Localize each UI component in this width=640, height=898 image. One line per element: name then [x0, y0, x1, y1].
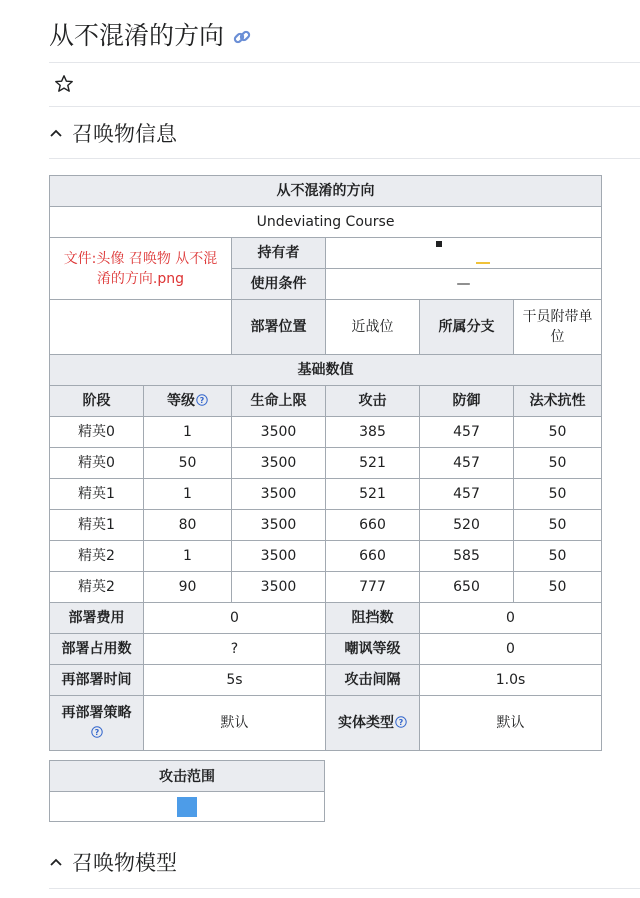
col-header-res: 法术抗性 [514, 386, 602, 417]
stat-cell: 精英1 [50, 510, 144, 541]
holder-value[interactable] [326, 238, 602, 269]
entity-label-text: 实体类型 [338, 715, 394, 731]
stat-cell: 1 [144, 479, 232, 510]
position-value: 近战位 [326, 300, 420, 355]
section-title-model: 召唤物模型 [72, 851, 177, 875]
stat-cell: 50 [514, 448, 602, 479]
position-label: 部署位置 [232, 300, 326, 355]
avatar-file-link[interactable]: 文件:头像 召唤物 从不混淆的方向.png [50, 238, 232, 300]
stat-cell: 1 [144, 417, 232, 448]
stat-cell: 457 [420, 479, 514, 510]
branch-label: 所属分支 [420, 300, 514, 355]
stat-cell: 精英2 [50, 541, 144, 572]
svg-text:?: ? [199, 396, 205, 405]
entity-value: 默认 [420, 696, 602, 751]
col-header-hp: 生命上限 [232, 386, 326, 417]
strategy-label-text: 再部署策略 [61, 705, 132, 721]
stat-cell: 3500 [232, 448, 326, 479]
stat-cell: 520 [420, 510, 514, 541]
stat-cell: 3500 [232, 510, 326, 541]
help-icon[interactable] [196, 394, 208, 406]
table-row [50, 572, 602, 603]
range-grid [50, 792, 325, 822]
block-value: 0 [420, 603, 602, 634]
section-heading-info[interactable] [49, 118, 177, 148]
page-title [49, 16, 252, 52]
stat-cell: 385 [326, 417, 420, 448]
taunt-label: 嘲讽等级 [326, 634, 420, 665]
range-heading: 攻击范围 [50, 761, 325, 792]
stat-cell: 457 [420, 448, 514, 479]
card-name-en: Undeviating Course [50, 207, 602, 238]
stat-cell: 50 [514, 572, 602, 603]
svg-text:?: ? [94, 728, 100, 737]
stat-cell: 50 [514, 541, 602, 572]
section-title-info: 召唤物信息 [72, 122, 177, 146]
condition-value: — [326, 269, 602, 300]
toolbar-divider [49, 106, 640, 107]
link-icon[interactable] [232, 24, 252, 44]
interval-value: 1.0s [420, 665, 602, 696]
block-label: 阻挡数 [326, 603, 420, 634]
stat-cell: 50 [514, 479, 602, 510]
section-divider [49, 158, 640, 159]
redeploy-label: 再部署时间 [50, 665, 144, 696]
deploy-cost-value: 0 [144, 603, 326, 634]
title-divider [49, 62, 640, 63]
table-row [50, 479, 602, 510]
slots-label: 部署占用数 [50, 634, 144, 665]
branch-value[interactable]: 干员附带单位 [514, 300, 602, 355]
stat-cell: 660 [326, 510, 420, 541]
stat-cell: 650 [420, 572, 514, 603]
interval-label: 攻击间隔 [326, 665, 420, 696]
chevron-up-icon [49, 126, 63, 140]
stats-heading: 基础数值 [50, 355, 602, 386]
table-row [50, 541, 602, 572]
table-row [50, 417, 602, 448]
range-tile [177, 797, 197, 817]
stat-cell: 3500 [232, 572, 326, 603]
stat-cell: 90 [144, 572, 232, 603]
card-name-cn: 从不混淆的方向 [50, 176, 602, 207]
stat-cell: 80 [144, 510, 232, 541]
stat-cell: 精英0 [50, 417, 144, 448]
stat-cell: 3500 [232, 541, 326, 572]
broken-image-icon [436, 241, 442, 247]
redeploy-value: 5s [144, 665, 326, 696]
stat-cell: 1 [144, 541, 232, 572]
star-icon[interactable] [54, 74, 74, 94]
svg-text:?: ? [398, 718, 404, 727]
col-header-stage: 阶段 [50, 386, 144, 417]
col-header-def: 防御 [420, 386, 514, 417]
avatar-spacer [50, 300, 232, 355]
deploy-cost-label: 部署费用 [50, 603, 144, 634]
strategy-value: 默认 [144, 696, 326, 751]
col-header-level [144, 386, 232, 417]
slots-value: ? [144, 634, 326, 665]
stat-cell: 777 [326, 572, 420, 603]
stat-cell: 457 [420, 417, 514, 448]
col-header-level-text: 等级 [167, 393, 195, 409]
entity-label [326, 696, 420, 751]
section-heading-model[interactable] [49, 847, 177, 877]
stat-cell: 精英1 [50, 479, 144, 510]
stat-cell: 3500 [232, 479, 326, 510]
table-row [50, 448, 602, 479]
col-header-atk: 攻击 [326, 386, 420, 417]
summon-info-table [49, 175, 602, 751]
condition-label: 使用条件 [232, 269, 326, 300]
stat-cell: 精英2 [50, 572, 144, 603]
help-icon[interactable] [91, 726, 103, 738]
stat-cell: 50 [144, 448, 232, 479]
holder-label: 持有者 [232, 238, 326, 269]
taunt-value: 0 [420, 634, 602, 665]
stat-cell: 50 [514, 510, 602, 541]
stat-cell: 660 [326, 541, 420, 572]
table-row [50, 510, 602, 541]
stat-cell: 50 [514, 417, 602, 448]
strategy-label [50, 696, 144, 751]
stat-cell: 521 [326, 479, 420, 510]
section-divider [49, 888, 640, 889]
holder-image-placeholder [476, 262, 490, 264]
help-icon[interactable] [395, 716, 407, 728]
stat-cell: 521 [326, 448, 420, 479]
stat-cell: 3500 [232, 417, 326, 448]
stat-cell: 精英0 [50, 448, 144, 479]
chevron-up-icon [49, 855, 63, 869]
attack-range-table [49, 760, 325, 822]
stat-cell: 585 [420, 541, 514, 572]
page-title-text: 从不混淆的方向 [49, 21, 225, 50]
